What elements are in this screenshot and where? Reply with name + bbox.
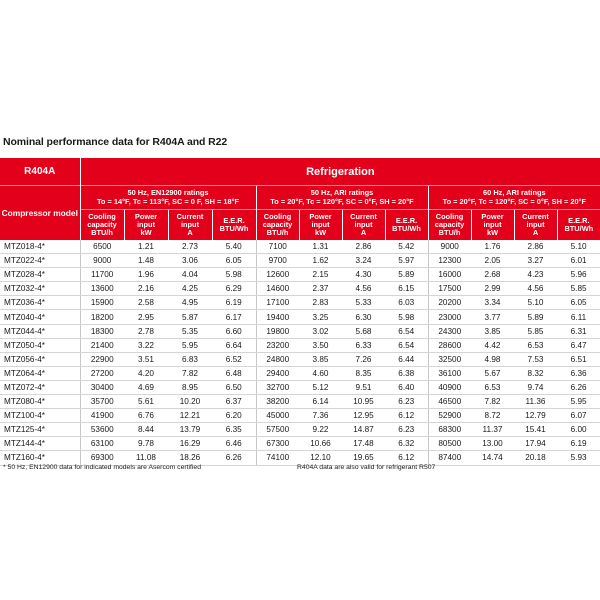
column-header-line: input [311,219,330,229]
group-header-1 [80,186,256,210]
compressor-model-header: Compressor model [0,186,80,241]
table-row [0,324,600,338]
value-cell: 3.85 [471,324,514,338]
value-cell: 46500 [428,395,471,409]
value-cell: 2.86 [514,240,557,254]
column-header [299,210,342,241]
value-cell: 3.06 [168,254,212,268]
value-cell: 13600 [80,282,124,296]
value-cell: 6.46 [212,437,256,451]
value-cell: 6.29 [212,282,256,296]
value-cell: 40900 [428,380,471,394]
column-header-line: E.E.R. [395,215,418,225]
value-cell: 2.05 [471,254,514,268]
value-cell: 1.62 [299,254,342,268]
value-cell: 4.42 [471,338,514,352]
value-cell: 5.98 [212,268,256,282]
value-cell: 41900 [80,409,124,423]
value-cell: 30400 [80,380,124,394]
value-cell: 17500 [428,282,471,296]
performance-table [0,158,600,466]
value-cell: 53600 [80,423,124,437]
value-cell: 6.19 [557,437,600,451]
model-cell: MTZ022-4* [0,254,80,268]
column-header [428,210,471,241]
value-cell: 4.98 [471,352,514,366]
value-cell: 32500 [428,352,471,366]
value-cell: 17100 [256,296,299,310]
model-cell: MTZ160-4* [0,451,80,465]
column-header-line: Cooling [435,211,464,221]
column-header-line: Power [134,211,158,221]
column-header [385,210,428,241]
value-cell: 2.16 [124,282,168,296]
refrigerant-header: R404A [0,158,80,186]
column-header-line: Cooling [88,211,116,221]
value-cell: 4.30 [342,268,385,282]
value-cell: 18.26 [168,451,212,465]
value-cell: 6.31 [557,324,600,338]
value-cell: 6500 [80,240,124,254]
value-cell: 21400 [80,338,124,352]
value-cell: 12.95 [342,409,385,423]
model-cell: MTZ080-4* [0,395,80,409]
value-cell: 19400 [256,310,299,324]
column-header-line: A [360,228,367,238]
value-cell: 6.64 [212,338,256,352]
value-cell: 8.35 [342,366,385,380]
value-cell: 6.30 [342,310,385,324]
value-cell: 18200 [80,310,124,324]
value-cell: 6.12 [385,409,428,423]
value-cell: 4.04 [168,268,212,282]
value-cell: 1.31 [299,240,342,254]
column-header-line: capacity [434,219,465,229]
value-cell: 6.53 [471,380,514,394]
value-cell: 14.74 [471,451,514,465]
value-cell: 68300 [428,423,471,437]
value-cell: 6.23 [385,423,428,437]
value-cell: 5.42 [385,240,428,254]
column-header-line: kW [486,228,499,238]
value-cell: 3.02 [299,324,342,338]
value-cell: 3.51 [124,352,168,366]
model-cell: MTZ144-4* [0,437,80,451]
value-cell: 9.78 [124,437,168,451]
value-cell: 2.83 [299,296,342,310]
column-header-line: Power [481,211,504,221]
value-cell: 5.40 [212,240,256,254]
value-cell: 5.95 [557,395,600,409]
value-cell: 1.48 [124,254,168,268]
model-cell: MTZ032-4* [0,282,80,296]
value-cell: 12.10 [299,451,342,465]
value-cell: 2.37 [299,282,342,296]
value-cell: 24800 [256,352,299,366]
column-header-line: Cooling [263,211,292,221]
value-cell: 6.03 [385,296,428,310]
column-header-line: Power [309,211,332,221]
table-row [0,310,600,324]
table-row [0,296,600,310]
value-cell: 22900 [80,352,124,366]
table-row [0,254,600,268]
value-cell: 5.95 [168,338,212,352]
value-cell: 6.38 [385,366,428,380]
value-cell: 3.34 [471,296,514,310]
value-cell: 6.83 [168,352,212,366]
group-header-line1: 60 Hz, ARI ratings [483,188,546,198]
column-header-line: BTU/Wh [564,224,594,233]
value-cell: 45000 [256,409,299,423]
value-cell: 16000 [428,268,471,282]
value-cell: 6.53 [514,338,557,352]
value-cell: 12.21 [168,409,212,423]
model-cell: MTZ040-4* [0,310,80,324]
value-cell: 15900 [80,296,124,310]
value-cell: 5.87 [168,310,212,324]
value-cell: 6.54 [385,338,428,352]
value-cell: 6.26 [557,380,600,394]
column-header-line: BTU/h [438,228,461,238]
value-cell: 5.35 [168,324,212,338]
table-row [0,423,600,437]
value-cell: 9.22 [299,423,342,437]
value-cell: 20.18 [514,451,557,465]
model-cell: MTZ100-4* [0,409,80,423]
value-cell: 5.89 [514,310,557,324]
table-row [0,395,600,409]
column-header [342,210,385,241]
value-cell: 11700 [80,268,124,282]
value-cell: 35700 [80,395,124,409]
value-cell: 5.98 [385,310,428,324]
value-cell: 6.32 [385,437,428,451]
model-cell: MTZ036-4* [0,296,80,310]
value-cell: 2.86 [342,240,385,254]
model-cell: MTZ072-4* [0,380,80,394]
value-cell: 52900 [428,409,471,423]
value-cell: 3.85 [299,352,342,366]
value-cell: 6.00 [557,423,600,437]
value-cell: 5.10 [557,240,600,254]
value-cell: 4.56 [514,282,557,296]
value-cell: 15.41 [514,423,557,437]
value-cell: 2.68 [471,268,514,282]
value-cell: 6.07 [557,409,600,423]
value-cell: 11.08 [124,451,168,465]
value-cell: 6.44 [385,352,428,366]
value-cell: 14.87 [342,423,385,437]
value-cell: 9000 [428,240,471,254]
column-header [256,210,299,241]
value-cell: 6.50 [212,380,256,394]
value-cell: 6.15 [385,282,428,296]
table-row [0,240,600,254]
value-cell: 7.36 [299,409,342,423]
value-cell: 9.74 [514,380,557,394]
model-cell: MTZ018-4* [0,240,80,254]
value-cell: 5.12 [299,380,342,394]
column-header-line: capacity [262,219,293,229]
table-header [0,158,600,240]
value-cell: 5.33 [342,296,385,310]
value-cell: 2.99 [471,282,514,296]
value-cell: 6.26 [212,451,256,465]
column-header-line: BTU/h [266,228,289,238]
value-cell: 4.23 [514,268,557,282]
value-cell: 4.20 [124,366,168,380]
value-cell: 6.05 [212,254,256,268]
value-cell: 1.96 [124,268,168,282]
value-cell: 23000 [428,310,471,324]
value-cell: 9700 [256,254,299,268]
column-header-line: BTU/Wh [392,224,421,233]
value-cell: 6.54 [385,324,428,338]
table-row [0,268,600,282]
value-cell: 17.48 [342,437,385,451]
table-row [0,437,600,451]
value-cell: 6.48 [212,366,256,380]
column-header-line: A [187,228,193,238]
value-cell: 11.36 [514,395,557,409]
column-header [80,210,124,241]
value-cell: 6.14 [299,395,342,409]
value-cell: 10.20 [168,395,212,409]
page-title: Nominal performance data for R404A and R22 [3,136,228,148]
value-cell: 67300 [256,437,299,451]
value-cell: 87400 [428,451,471,465]
value-cell: 2.58 [124,296,168,310]
table-row [0,409,600,423]
value-cell: 3.22 [124,338,168,352]
value-cell: 6.52 [212,352,256,366]
value-cell: 5.67 [471,366,514,380]
value-cell: 24300 [428,324,471,338]
value-cell: 19.65 [342,451,385,465]
value-cell: 6.12 [385,451,428,465]
column-header-line: BTU/h [91,228,113,238]
table-row [0,380,600,394]
column-header [168,210,212,241]
value-cell: 29400 [256,366,299,380]
value-cell: 3.50 [299,338,342,352]
value-cell: 10.95 [342,395,385,409]
section-header: Refrigeration [80,158,600,186]
group-header-line1: 50 Hz, EN12900 ratings [127,188,209,198]
value-cell: 4.69 [124,380,168,394]
value-cell: 23200 [256,338,299,352]
value-cell: 6.11 [557,310,600,324]
value-cell: 2.78 [124,324,168,338]
value-cell: 10.66 [299,437,342,451]
column-header-line: input [180,219,200,229]
column-header-line: E.E.R. [568,215,590,225]
value-cell: 1.76 [471,240,514,254]
value-cell: 7.26 [342,352,385,366]
table-row [0,451,600,465]
column-header-line: input [483,219,502,229]
column-header-line: Current [522,211,549,221]
value-cell: 4.56 [342,282,385,296]
value-cell: 8.32 [514,366,557,380]
column-header [471,210,514,241]
value-cell: 32700 [256,380,299,394]
column-header-line: input [136,219,156,229]
model-cell: MTZ050-4* [0,338,80,352]
column-header [514,210,557,241]
value-cell: 57500 [256,423,299,437]
value-cell: 6.20 [212,409,256,423]
value-cell: 7.53 [514,352,557,366]
column-header-line: capacity [87,219,117,229]
value-cell: 6.47 [557,338,600,352]
model-cell: MTZ028-4* [0,268,80,282]
group-header-2 [256,186,428,210]
value-cell: 2.95 [124,310,168,324]
value-cell: 69300 [80,451,124,465]
value-cell: 5.10 [514,296,557,310]
value-cell: 17.94 [514,437,557,451]
value-cell: 7100 [256,240,299,254]
value-cell: 6.37 [212,395,256,409]
value-cell: 18300 [80,324,124,338]
column-header [557,210,600,241]
group-header-line1: 50 Hz, ARI ratings [310,188,374,198]
value-cell: 6.76 [124,409,168,423]
column-header-line: Current [350,211,377,221]
value-cell: 80500 [428,437,471,451]
value-cell: 6.01 [557,254,600,268]
value-cell: 5.93 [557,451,600,465]
value-cell: 3.77 [471,310,514,324]
value-cell: 20200 [428,296,471,310]
value-cell: 7.82 [471,395,514,409]
value-cell: 6.33 [342,338,385,352]
value-cell: 3.25 [299,310,342,324]
value-cell: 6.60 [212,324,256,338]
value-cell: 28600 [428,338,471,352]
value-cell: 12600 [256,268,299,282]
column-header [212,210,256,241]
value-cell: 14600 [256,282,299,296]
column-header-line: BTU/Wh [219,224,249,233]
footnote-right: R404A data are also valid for refrigerant R507 [297,464,436,471]
value-cell: 13.00 [471,437,514,451]
group-header-3 [428,186,600,210]
column-header-line: input [526,219,545,229]
model-cell: MTZ125-4* [0,423,80,437]
footnote-left: * 50 Hz, EN12900 data for indicated models are Asercom certified [3,464,201,471]
table-row [0,338,600,352]
value-cell: 6.23 [385,395,428,409]
value-cell: 5.61 [124,395,168,409]
model-cell: MTZ064-4* [0,366,80,380]
value-cell: 6.05 [557,296,600,310]
value-cell: 5.85 [514,324,557,338]
column-header-line: A [532,228,539,238]
column-header-line: input [354,219,373,229]
value-cell: 12300 [428,254,471,268]
column-header-line: kW [140,228,152,238]
value-cell: 2.73 [168,240,212,254]
value-cell: 7.82 [168,366,212,380]
value-cell: 6.19 [212,296,256,310]
value-cell: 27200 [80,366,124,380]
value-cell: 6.40 [385,380,428,394]
value-cell: 4.60 [299,366,342,380]
value-cell: 38200 [256,395,299,409]
value-cell: 3.24 [342,254,385,268]
value-cell: 6.51 [557,352,600,366]
column-header-line: E.E.R. [223,215,245,225]
value-cell: 8.95 [168,380,212,394]
column-header-row [0,210,600,241]
value-cell: 19800 [256,324,299,338]
column-header-line: Current [176,211,204,221]
value-cell: 12.79 [514,409,557,423]
model-cell: MTZ056-4* [0,352,80,366]
column-header-line: kW [314,228,327,238]
value-cell: 5.68 [342,324,385,338]
value-cell: 9000 [80,254,124,268]
table-row [0,282,600,296]
value-cell: 5.89 [385,268,428,282]
value-cell: 8.72 [471,409,514,423]
value-cell: 11.37 [471,423,514,437]
performance-table-container [0,158,600,466]
value-cell: 6.36 [557,366,600,380]
value-cell: 6.17 [212,310,256,324]
value-cell: 63100 [80,437,124,451]
value-cell: 3.27 [514,254,557,268]
table-body [0,240,600,465]
value-cell: 6.35 [212,423,256,437]
value-cell: 5.96 [557,268,600,282]
model-cell: MTZ044-4* [0,324,80,338]
value-cell: 5.97 [385,254,428,268]
value-cell: 8.44 [124,423,168,437]
value-cell: 4.95 [168,296,212,310]
group-header-line2: To = 20°F, Tc = 120°F, SC = 0°F, SH = 20°F [442,196,587,206]
table-row [0,366,600,380]
value-cell: 5.85 [557,282,600,296]
value-cell: 4.25 [168,282,212,296]
value-cell: 2.15 [299,268,342,282]
value-cell: 1.21 [124,240,168,254]
table-row [0,352,600,366]
value-cell: 13.79 [168,423,212,437]
value-cell: 36100 [428,366,471,380]
value-cell: 9.51 [342,380,385,394]
group-header-line2: To = 14°F, Tc = 113°F, SC = 0 F, SH = 18°F [96,196,240,206]
group-header-line2: To = 20°F, Tc = 120°F, SC = 0°F, SH = 20°F [270,196,414,206]
value-cell: 74100 [256,451,299,465]
column-header [124,210,168,241]
value-cell: 16.29 [168,437,212,451]
